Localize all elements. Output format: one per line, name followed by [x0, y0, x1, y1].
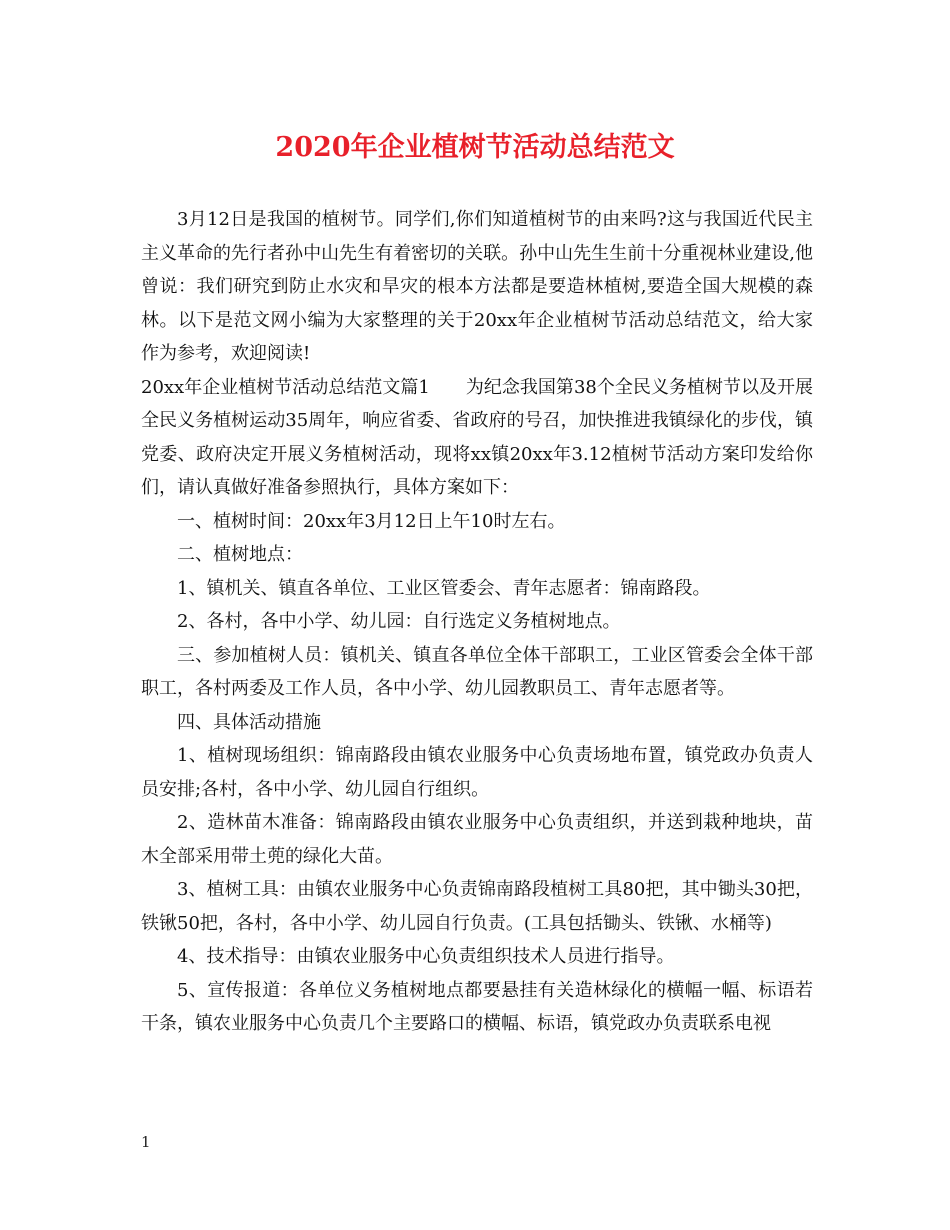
measure-item-5: 5、宣传报道：各单位义务植树地点都要悬挂有关造林绿化的横幅一幅、标语若干条，镇农业服务中心负责几个主要路口的横幅、标语，镇党政办负责联系电视: [141, 979, 813, 1034]
measure-item-4: 4、技术指导：由镇农业服务中心负责组织技术人员进行指导。: [177, 946, 675, 967]
section-heading-paragraph: 20xx年企业植树节活动总结范文篇1 为纪念我国第38个全民义务植树节以及开展全民义务植树运动35周年，响应省委、省政府的号召，加快推进我镇绿化的步伐，镇党委、政府决定开展义务植树活动，现将xx镇20xx年3.12植树节活动方案印发给你们，请认真做好准备参照执行，具体方案如下：: [141, 376, 813, 498]
document-body: [141, 203, 813, 1041]
planting-time-item: 一、植树时间：20xx年3月12日上午10时左右。: [177, 510, 566, 532]
measures-heading: 四、具体活动措施: [177, 711, 321, 733]
measure-item-1: 1、植树现场组织：锦南路段由镇农业服务中心负责场地布置，镇党政办负责人员安排;各村，各中小学、幼儿园自行组织。: [141, 745, 813, 800]
participants-item: 三、参加植树人员：镇机关、镇直各单位全体干部职工，工业区管委会全体干部职工，各村两委及工作人员，各中小学、幼儿园教职员工、青年志愿者等。: [141, 644, 813, 699]
planting-location-item-1: 1、镇机关、镇直各单位、工业区管委会、青年志愿者：锦南路段。: [177, 577, 711, 599]
intro-paragraph: 3月12日是我国的植树节。同学们,你们知道植树节的由来吗?这与我国近代民主主义革命的先行者孙中山先生有着密切的关联。孙中山先生生前十分重视林业建设,他曾说：我们研究到防止水灾和旱灾的根本方法都是要造林植树,要造全国大规模的森林。以下是范文网小编为大家整理的关于20xx年企业植树节活动总结范文，给大家作为参考，欢迎阅读!: [141, 209, 813, 364]
planting-location-heading: 二、植树地点：: [177, 544, 303, 565]
planting-location-item-2: 2、各村，各中小学、幼儿园：自行选定义务植树地点。: [177, 611, 621, 632]
measure-item-3: 3、植树工具：由镇农业服务中心负责锦南路段植树工具80把，其中锄头30把，铁锹50把，各村，各中小学、幼儿园自行负责。(工具包括锄头、铁锹、水桶等): [141, 879, 813, 934]
document-title: 2020年企业植树节活动总结范文: [275, 132, 675, 163]
measure-item-2: 2、造林苗木准备：锦南路段由镇农业服务中心负责组织，并送到栽种地块，苗木全部采用带土蔸的绿化大苗。: [141, 812, 813, 867]
page-number: 1: [141, 1133, 151, 1151]
